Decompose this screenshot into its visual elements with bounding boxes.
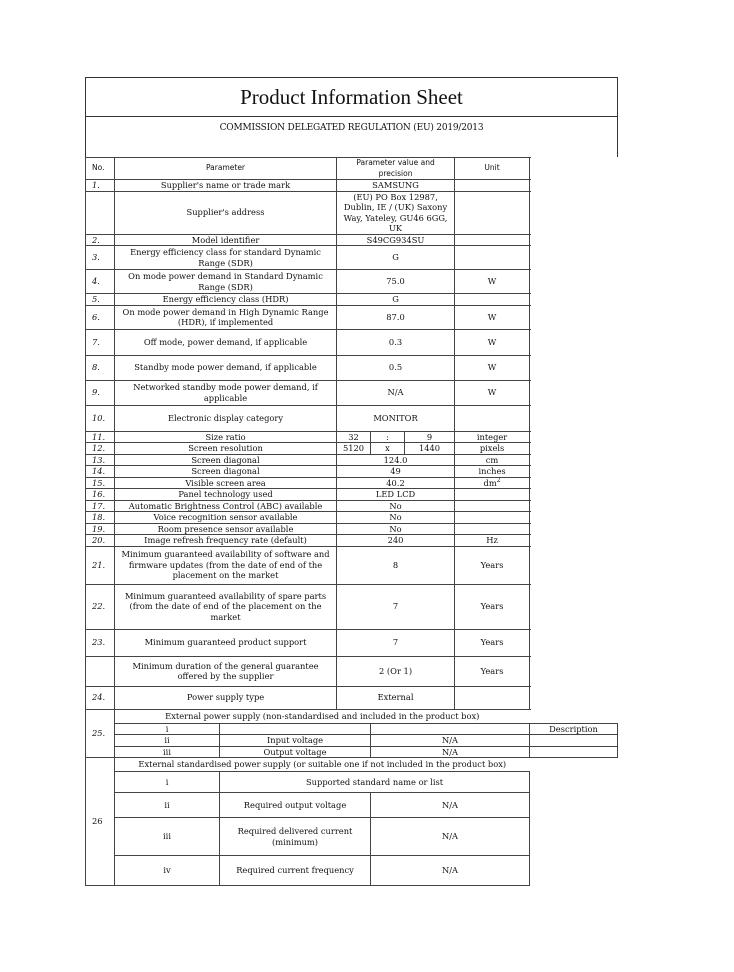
table-row [86, 656, 618, 686]
table-row [86, 489, 618, 501]
description-cell [530, 735, 618, 747]
value-part-b: 9 [405, 431, 455, 443]
parameter-value: N/A [337, 380, 455, 405]
row-number: 4. [86, 270, 115, 294]
sheet-title: Product Information Sheet [85, 77, 618, 116]
value-part-b: 1440 [405, 443, 455, 455]
unit-text: Hz [486, 535, 498, 545]
table-row [86, 466, 618, 478]
unit-text: Years [480, 601, 504, 612]
parameter-label: Standby mode power demand, if applicable [115, 355, 337, 380]
row-number: 8. [86, 355, 115, 380]
parameter-label: Supplier's address [115, 191, 337, 234]
parameter-unit: pixels [455, 443, 530, 455]
row-number [86, 191, 115, 234]
table-row [86, 294, 618, 306]
parameter-unit: W [455, 305, 530, 329]
parameter-value: 8 [337, 546, 455, 584]
parameter-value: 0.5 [337, 355, 455, 380]
parameter-label: On mode power demand in Standard Dynamic Range (SDR) [115, 270, 337, 294]
parameter-label: Electronic display category [115, 405, 337, 431]
value-part-a: 32 [337, 431, 371, 443]
parameter-unit [455, 294, 530, 306]
sub-index: ii [115, 735, 220, 747]
parameter-unit [455, 234, 530, 246]
parameter-label: Supplier's name or trade mark [115, 180, 337, 192]
parameter-label: Model identifier [115, 234, 337, 246]
sub-parameter: Required delivered current (minimum) [220, 818, 371, 856]
parameter-unit: W [455, 329, 530, 355]
row-number: 13. [86, 454, 115, 466]
unit-superscript: 2 [496, 477, 501, 484]
sub-value: N/A [371, 818, 530, 856]
parameter-value: S49CG934SU [337, 234, 455, 246]
parameter-unit [455, 466, 530, 478]
sub-parameter: Required output voltage [220, 793, 371, 818]
table-row [86, 270, 618, 294]
parameter-label: Power supply type [115, 686, 337, 709]
table-row [86, 234, 618, 246]
parameter-label: Minimum duration of the general guarantee offered by the supplier [115, 656, 337, 686]
parameter-unit [455, 454, 530, 466]
parameter-label: Energy efficiency class (HDR) [115, 294, 337, 306]
parameter-label: Image refresh frequency rate (default) [115, 535, 337, 547]
table-row [86, 180, 618, 192]
sub-parameter: Required current frequency [220, 856, 371, 886]
parameter-label: Visible screen area [115, 477, 337, 489]
header-unit: Unit [455, 158, 530, 180]
row-number: 12. [86, 443, 115, 455]
row-number: 17. [86, 500, 115, 512]
parameter-value: G [337, 294, 455, 306]
parameter-value: SAMSUNG [337, 180, 455, 192]
header-value: Parameter value and precision [337, 158, 455, 180]
sub-index: ii [115, 793, 220, 818]
parameter-label: On mode power demand in High Dynamic Range (HDR), if implemented [115, 305, 337, 329]
parameter-value: 2 (Or 1) [337, 656, 455, 686]
description-cell [530, 772, 618, 793]
row-number: 6. [86, 305, 115, 329]
parameter-value: 7 [337, 629, 455, 656]
parameter-value: (EU) PO Box 12987, Dublin, IE / (UK) Saxony Way, Yateley, GU46 6GG, UK [337, 191, 455, 234]
header-parameter: Parameter [115, 158, 337, 180]
ps25-heading-row [86, 709, 618, 723]
row-number: 26 [86, 758, 115, 886]
table-row [86, 535, 618, 547]
table-row [86, 454, 618, 466]
parameter-label: Off mode, power demand, if applicable [115, 329, 337, 355]
ps25-row [86, 735, 618, 747]
table-row [86, 246, 618, 270]
parameter-label: Panel technology used [115, 489, 337, 501]
row-number: 20. [86, 535, 115, 547]
row-number: 2. [86, 234, 115, 246]
table-row [86, 523, 618, 535]
ps26-row [86, 772, 618, 793]
description-cell [530, 818, 618, 856]
regulation-reference: COMMISSION DELEGATED REGULATION (EU) 2019/2013 [85, 116, 618, 138]
parameter-value: 75.0 [337, 270, 455, 294]
parameter-label: Minimum guaranteed availability of spare parts (from the date of end of the placement on the market [115, 584, 337, 629]
ps26-row [86, 856, 618, 886]
table-row [86, 305, 618, 329]
row-number: 1. [86, 180, 115, 192]
sub-value: N/A [371, 746, 530, 758]
table-row [86, 477, 618, 489]
sub-value: N/A [371, 793, 530, 818]
parameter-unit: W [455, 270, 530, 294]
row-number: 23. [86, 629, 115, 656]
table-row [86, 629, 618, 656]
table-row [86, 500, 618, 512]
parameter-unit [455, 180, 530, 192]
parameter-unit [455, 686, 530, 709]
row-number: 22. [86, 584, 115, 629]
parameter-unit [455, 246, 530, 270]
sub-parameter: Input voltage [220, 735, 371, 747]
description-cell [530, 793, 618, 818]
row-number: 19. [86, 523, 115, 535]
parameter-unit [455, 523, 530, 535]
parameter-label: Voice recognition sensor available [115, 512, 337, 524]
sub-index: iii [115, 746, 220, 758]
table-row [86, 405, 618, 431]
table-row [86, 443, 618, 455]
row-number: 21. [86, 546, 115, 584]
unit-text: Years [480, 559, 504, 570]
ps26-heading: External standardised power supply (or suitable one if not included in the product box) [115, 758, 530, 772]
parameter-unit [455, 535, 530, 547]
parameter-label: Screen diagonal [115, 454, 337, 466]
ps25-row [86, 746, 618, 758]
unit-text: Years [480, 637, 504, 648]
parameter-value: 87.0 [337, 305, 455, 329]
parameter-unit [455, 405, 530, 431]
row-number: 16. [86, 489, 115, 501]
sub-parameter [220, 723, 371, 735]
parameter-label: Size ratio [115, 431, 337, 443]
row-number: 24. [86, 686, 115, 709]
parameter-value: External [337, 686, 455, 709]
parameter-unit [455, 191, 530, 234]
spacer [85, 138, 618, 157]
parameter-label: Minimum guaranteed product support [115, 629, 337, 656]
parameter-label: Screen diagonal [115, 466, 337, 478]
table-row [86, 686, 618, 709]
sub-index: iv [115, 856, 220, 886]
value-part-a: 5120 [337, 443, 371, 455]
header-row [86, 158, 618, 180]
parameter-unit [455, 629, 530, 656]
table-row [86, 584, 618, 629]
ps26-row [86, 818, 618, 856]
parameter-unit [455, 512, 530, 524]
value-separator: : [371, 431, 405, 443]
parameter-unit [455, 500, 530, 512]
ps25-heading: External power supply (non-standardised and included in the product box) [115, 709, 530, 723]
parameter-unit [455, 489, 530, 501]
parameter-value: 40.2 [337, 477, 455, 489]
unit-text: inches [478, 466, 506, 476]
table-row [86, 546, 618, 584]
parameter-label: Networked standby mode power demand, if applicable [115, 380, 337, 405]
unit-text: cm [485, 454, 499, 465]
sub-index: i [115, 723, 220, 735]
unit-text: Years [480, 665, 504, 676]
description-cell [530, 746, 618, 758]
parameter-value: 240 [337, 535, 455, 547]
table-row [86, 329, 618, 355]
row-number: 5. [86, 294, 115, 306]
table-row [86, 431, 618, 443]
parameter-value: G [337, 246, 455, 270]
row-number: 11. [86, 431, 115, 443]
sub-value [371, 723, 530, 735]
sub-parameter: Supported standard name or list [220, 772, 530, 793]
parameter-label: Energy efficiency class for standard Dynamic Range (SDR) [115, 246, 337, 270]
table-row [86, 355, 618, 380]
row-number: 14. [86, 466, 115, 478]
parameter-value: No [337, 512, 455, 524]
row-number: 15. [86, 477, 115, 489]
sub-parameter: Output voltage [220, 746, 371, 758]
parameter-value: 49 [337, 466, 455, 478]
parameter-label: Minimum guaranteed availability of software and firmware updates (from the date of end of the placement on the market [115, 546, 337, 584]
ps25-row [86, 723, 618, 735]
sub-index: i [115, 772, 220, 793]
row-number: 9. [86, 380, 115, 405]
unit-text: dm [483, 477, 497, 488]
sub-value: N/A [371, 735, 530, 747]
sub-value: N/A [371, 856, 530, 886]
table-row [86, 191, 618, 234]
row-number: 18. [86, 512, 115, 524]
row-number [86, 656, 115, 686]
row-number: 7. [86, 329, 115, 355]
parameter-unit: W [455, 355, 530, 380]
parameter-value: MONITOR [337, 405, 455, 431]
sub-index: iii [115, 818, 220, 856]
header-no: No. [86, 158, 115, 180]
parameter-label: Automatic Brightness Control (ABC) available [115, 500, 337, 512]
ps26-heading-row [86, 758, 618, 772]
parameter-value: LED LCD [337, 489, 455, 501]
parameter-value: 7 [337, 584, 455, 629]
value-separator: x [371, 443, 405, 455]
parameter-unit [455, 546, 530, 584]
description-header: Description [530, 723, 618, 735]
parameter-value: No [337, 500, 455, 512]
product-information-sheet [85, 77, 618, 886]
parameter-unit [455, 477, 530, 489]
parameter-label: Screen resolution [115, 443, 337, 455]
parameter-value: No [337, 523, 455, 535]
parameter-unit: W [455, 380, 530, 405]
row-number: 25. [86, 709, 115, 758]
table-row [86, 512, 618, 524]
row-number: 3. [86, 246, 115, 270]
row-number: 10. [86, 405, 115, 431]
parameter-unit: integer [455, 431, 530, 443]
parameter-label: Room presence sensor available [115, 523, 337, 535]
parameter-value: 124.0 [337, 454, 455, 466]
ps26-row [86, 793, 618, 818]
description-cell [530, 856, 618, 886]
parameter-value: 0.3 [337, 329, 455, 355]
parameter-table [85, 157, 618, 886]
parameter-unit [455, 584, 530, 629]
table-row [86, 380, 618, 405]
parameter-unit [455, 656, 530, 686]
